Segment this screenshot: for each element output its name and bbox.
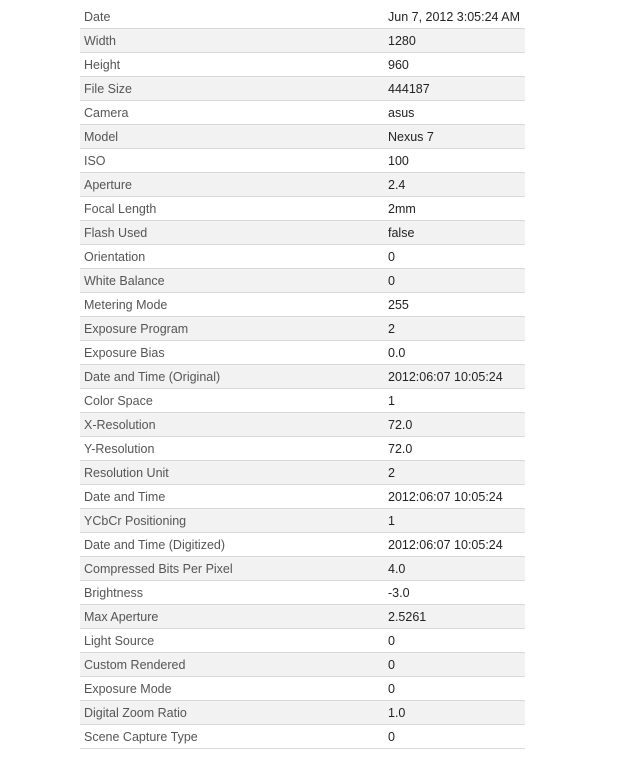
table-row [80,677,525,701]
property-label: Compressed Bits Per Pixel [80,557,386,581]
table-row [80,173,525,197]
property-label: Light Source [80,629,386,653]
property-value: 4.0 [386,557,525,581]
property-label: Flash Used [80,221,386,245]
table-row [80,605,525,629]
property-label: Width [80,29,386,53]
property-value: 0 [386,629,525,653]
property-value: 1.0 [386,701,525,725]
property-value: 2 [386,461,525,485]
property-label: White Balance [80,269,386,293]
property-value: 0 [386,725,525,749]
property-label: YCbCr Positioning [80,509,386,533]
property-value: asus [386,101,525,125]
property-label: Color Space [80,389,386,413]
property-label: Camera [80,101,386,125]
property-value: 2012:06:07 10:05:24 [386,485,525,509]
property-label: Digital Zoom Ratio [80,701,386,725]
property-value: 444187 [386,77,525,101]
property-value: 72.0 [386,413,525,437]
table-row [80,29,525,53]
property-value: 0.0 [386,341,525,365]
property-label: Custom Rendered [80,653,386,677]
table-row [80,149,525,173]
property-label: Aperture [80,173,386,197]
table-row [80,101,525,125]
property-label: Date and Time (Original) [80,365,386,389]
table-row [80,5,525,29]
property-label: Date [80,5,386,29]
table-row [80,725,525,749]
table-row [80,293,525,317]
table-row [80,389,525,413]
property-value: 2 [386,317,525,341]
property-label: ISO [80,149,386,173]
property-label: Metering Mode [80,293,386,317]
property-value: Jun 7, 2012 3:05:24 AM [386,5,525,29]
property-label: File Size [80,77,386,101]
table-row [80,341,525,365]
table-row [80,653,525,677]
property-value: 72.0 [386,437,525,461]
table-row [80,413,525,437]
table-row [80,437,525,461]
property-value: 0 [386,653,525,677]
table-row [80,581,525,605]
property-value: 255 [386,293,525,317]
property-label: Brightness [80,581,386,605]
property-value: Nexus 7 [386,125,525,149]
table-row [80,701,525,725]
table-row [80,365,525,389]
table-row [80,557,525,581]
property-value: 100 [386,149,525,173]
property-label: Exposure Bias [80,341,386,365]
property-label: Date and Time (Digitized) [80,533,386,557]
table-row [80,197,525,221]
property-value: false [386,221,525,245]
table-row [80,485,525,509]
property-value: 1280 [386,29,525,53]
table-row [80,53,525,77]
property-value: 0 [386,677,525,701]
property-label: X-Resolution [80,413,386,437]
property-value: 2mm [386,197,525,221]
property-label: Exposure Mode [80,677,386,701]
table-row [80,221,525,245]
table-row [80,125,525,149]
table-row [80,629,525,653]
property-label: Date and Time [80,485,386,509]
table-row [80,269,525,293]
property-label: Scene Capture Type [80,725,386,749]
table-row [80,77,525,101]
property-label: Resolution Unit [80,461,386,485]
table-row [80,461,525,485]
table-row [80,533,525,557]
property-value: 1 [386,389,525,413]
property-value: 1 [386,509,525,533]
image-details-body [80,5,525,749]
property-value: 2012:06:07 10:05:24 [386,533,525,557]
property-value: 0 [386,269,525,293]
table-row [80,245,525,269]
property-label: Model [80,125,386,149]
property-value: 2012:06:07 10:05:24 [386,365,525,389]
property-value: -3.0 [386,581,525,605]
property-label: Focal Length [80,197,386,221]
property-label: Orientation [80,245,386,269]
property-label: Max Aperture [80,605,386,629]
property-value: 960 [386,53,525,77]
property-label: Y-Resolution [80,437,386,461]
property-label: Exposure Program [80,317,386,341]
property-value: 0 [386,245,525,269]
image-details-table [80,5,525,749]
table-row [80,317,525,341]
table-row [80,509,525,533]
property-label: Height [80,53,386,77]
property-value: 2.5261 [386,605,525,629]
property-value: 2.4 [386,173,525,197]
